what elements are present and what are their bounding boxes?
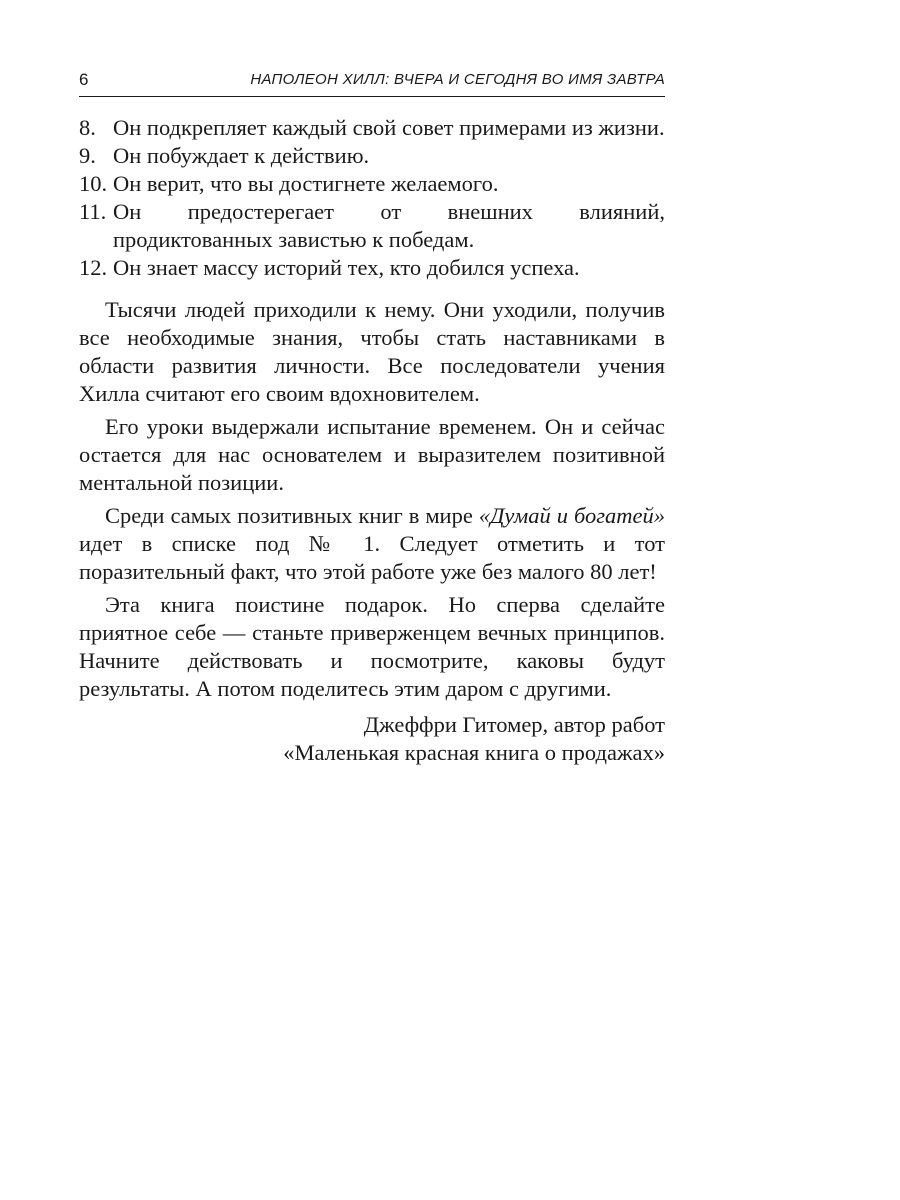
list-item xyxy=(79,254,665,282)
list-text: Он верит, что вы достигнете желаемого. xyxy=(113,171,499,196)
list-item xyxy=(79,170,665,198)
paragraph-3 xyxy=(79,502,665,586)
list-text: Он подкрепляет каждый свой совет примерами из жизни. xyxy=(113,115,665,140)
paragraph-2: Его уроки выдержали испытание временем. Он и сейчас остается для нас основателем и выразителем позитивной ментальной позиции. xyxy=(79,414,665,495)
page-content xyxy=(79,114,665,767)
paragraph-4: Эта книга поистине подарок. Но сперва сделайте приятное себе — станьте приверженцем вечных принципов. Начните действовать и посмотрите, каковы будут результаты. А потом поделитесь этим даром с другими. xyxy=(79,592,665,701)
list-item xyxy=(79,114,665,142)
body-text xyxy=(79,296,665,703)
list-text: Он побуждает к действию. xyxy=(113,143,370,168)
list-number: 10. xyxy=(79,171,108,196)
running-title: НАПОЛЕОН ХИЛЛ: ВЧЕРА И СЕГОДНЯ ВО ИМЯ ЗАВТРА xyxy=(250,71,665,88)
list-text: Он предостерегает от внешних влияний, продиктованных завистью к победам. xyxy=(113,199,665,252)
signature xyxy=(79,711,665,767)
signature-work: «Маленькая красная книга о продажах» xyxy=(283,740,665,765)
paragraph-3-end: идет в списке под № 1. Следует отметить и тот поразительный факт, что этой работе уже без малого 80 лет! xyxy=(79,531,665,584)
book-title-italic: «Думай и богатей» xyxy=(478,503,665,528)
list-number: 12. xyxy=(79,255,108,280)
page-number: 6 xyxy=(79,70,89,89)
list-text: Он знает массу историй тех, кто добился успеха. xyxy=(113,255,580,280)
paragraph-1: Тысячи людей приходили к нему. Они уходили, получив все необходимые знания, чтобы стать наставниками в области развития личности. Все последователи учения Хилла считают его своим вдохновителем. xyxy=(79,297,665,406)
running-header xyxy=(79,68,665,97)
list-item xyxy=(79,142,665,170)
list-item xyxy=(79,198,665,254)
list-number: 11. xyxy=(79,199,107,224)
list-number: 9. xyxy=(79,143,96,168)
signature-author: Джеффри Гитомер, автор работ xyxy=(363,712,665,737)
paragraph-3-start: Среди самых позитивных книг в мире xyxy=(105,503,479,528)
list-number: 8. xyxy=(79,115,96,140)
numbered-list xyxy=(79,114,665,282)
